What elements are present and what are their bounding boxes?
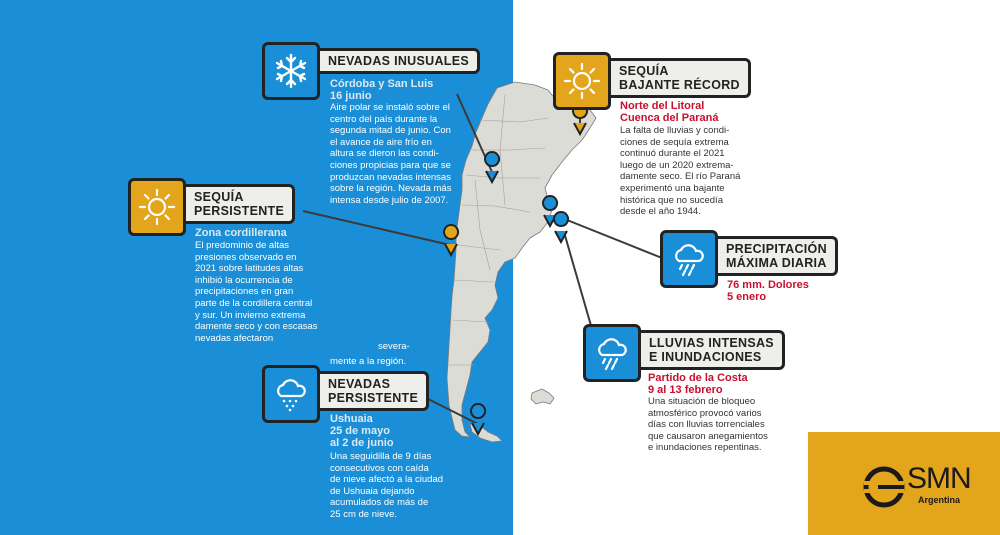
sun-icon xyxy=(137,187,177,227)
nevadas-inusuales-text: Aire polar se instaló sobre el centro del país durante la segunda mitad de junio. Con el avance de aire frío en altura se dieron las condi- ciones propicias para que se produzcan nevadas intensas sobre la región. Nevada más intensa desde julio de 2007. xyxy=(330,102,452,206)
sequia-bajante-text: La falta de lluvias y condi- ciones de sequía extrema continuó durante el 2021 luego de un 2020 extrema- damente seco. El río Paraná experimentó una bajante histórica que no sucedía desde el año 1944. xyxy=(620,125,741,218)
sequia-bajante-location: Norte del Litoral Cuenca del Paraná xyxy=(620,100,719,124)
sequia-persistente-icon-box xyxy=(128,178,186,236)
malvinas-islands xyxy=(531,389,554,404)
sequia-persistente-title: SEQUÍA PERSISTENTE xyxy=(186,184,295,224)
nevadas-inusuales-icon-box xyxy=(262,42,320,100)
lluvias-intensas-icon-box xyxy=(583,324,641,382)
smn-logo-icon xyxy=(862,465,906,509)
snowflake-icon xyxy=(271,51,311,91)
sequia-bajante-icon-box xyxy=(553,52,611,110)
sequia-persistente-extra1: severa- xyxy=(378,341,410,352)
argentina-mainland xyxy=(447,82,596,437)
sequia-bajante-title: SEQUÍA BAJANTE RÉCORD xyxy=(611,58,751,98)
logo-subtitle: Argentina xyxy=(918,495,961,505)
logo-name: SMN xyxy=(907,462,971,495)
sequia-persistente-extra2: mente a la región. xyxy=(330,356,407,367)
sequia-persistente-location: Zona cordillerana xyxy=(195,227,287,239)
rain-cloud-icon xyxy=(669,239,709,279)
precipitacion-icon-box xyxy=(660,230,718,288)
nevadas-inusuales-location: Córdoba y San Luis 16 junio xyxy=(330,78,434,102)
nevadas-persistente-title: NEVADAS PERSISTENTE xyxy=(320,371,429,411)
sequia-persistente-text: El predominio de altas presiones observado en 2021 sobre latitudes altas inhibió la ocurrencia de precipitaciones en gran parte de la cordillera central y sur. Un invierno extrema damente seco y con escasas nevadas afectaron xyxy=(195,240,318,344)
precipitacion-title: PRECIPITACIÓN MÁXIMA DIARIA xyxy=(718,236,838,276)
lluvias-intensas-text: Una situación de bloqueo atmosférico provocó varios días con lluvias torrenciales que causaron anegamientos e inundaciones repentinas. xyxy=(648,396,768,454)
sun-icon xyxy=(562,61,602,101)
nevadas-persistente-text: Una seguidilla de 9 días consecutivos con caída de nieve afectó a la ciudad de Ushuaia dejando acumulados de más de 25 cm de nieve. xyxy=(330,451,444,520)
lluvias-intensas-location: Partido de la Costa 9 al 13 febrero xyxy=(648,372,748,396)
nevadas-persistente-location: Ushuaia 25 de mayo al 2 de junio xyxy=(330,413,394,449)
nevadas-inusuales-title: NEVADAS INUSUALES xyxy=(320,48,480,74)
precipitacion-location: 76 mm. Dolores 5 enero xyxy=(727,279,809,303)
nevadas-persistente-icon-box xyxy=(262,365,320,423)
snow-cloud-icon xyxy=(271,374,311,414)
rain-cloud-icon xyxy=(592,333,632,373)
lluvias-intensas-title: LLUVIAS INTENSAS E INUNDACIONES xyxy=(641,330,785,370)
